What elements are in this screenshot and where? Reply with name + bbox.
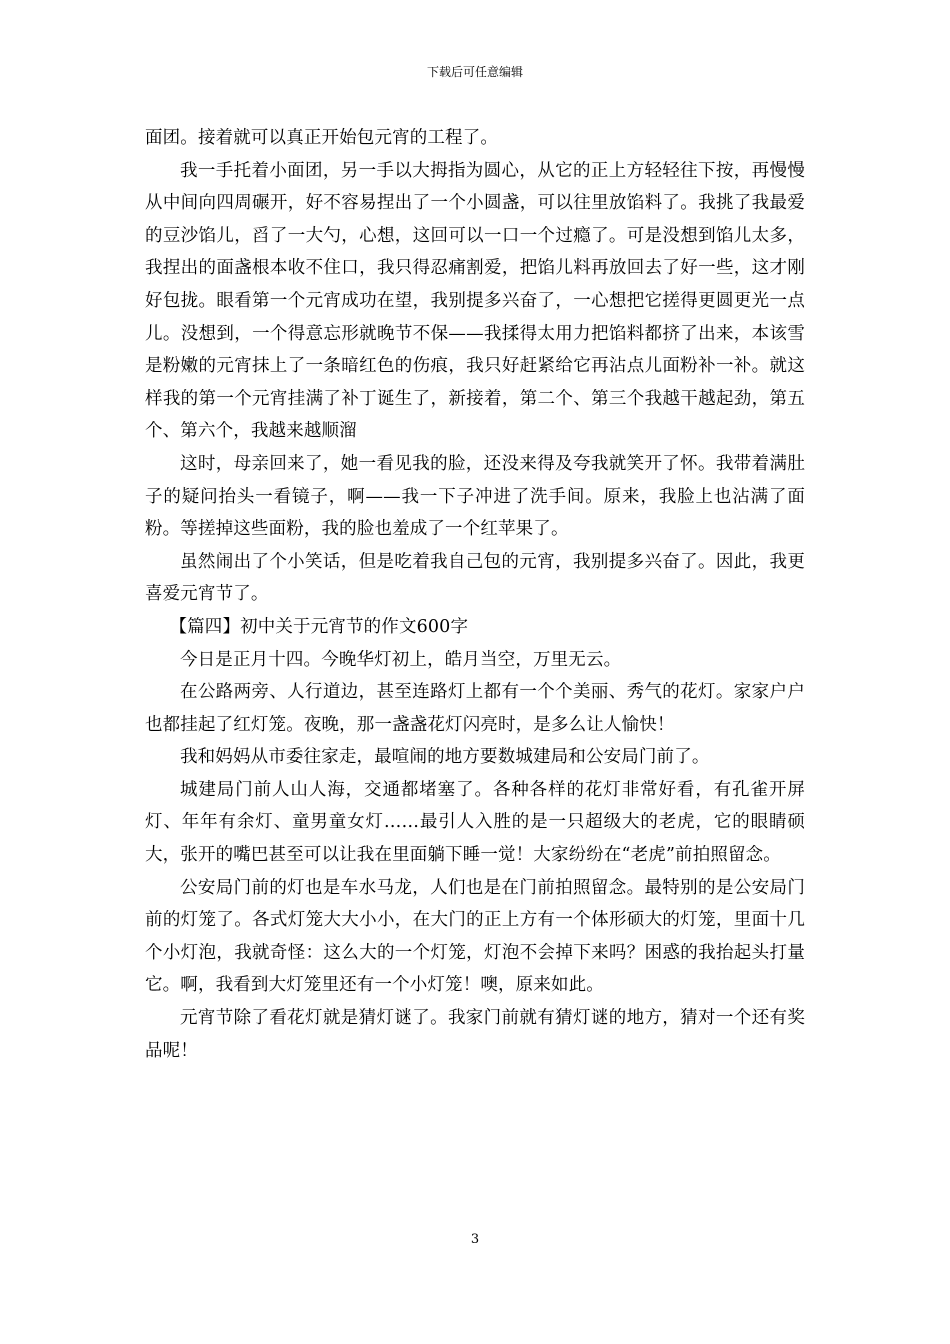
paragraph-7: 我和妈妈从市委往家走，最喧闹的地方要数城建局和公安局门前了。: [180, 747, 710, 768]
paragraph-2: 我一手托着小面团，另一手以大拇指为圆心，从它的正上方轻轻往下按，再慢慢从中间向四周碾开，好不容易捏出了一个小圆盏，可以往里放馅料了。我挑了我最爱的豆沙馅儿，舀了一大勺，心想，这回可以一口一个过瘾了。可是没想到馅儿太多，我捏出的面盏根本收不住口，我只得忍痛割爱，把馅儿料再放回去了好一些，这才刚好包拢。眼看第一个元宵成功在望，我别提多兴奋了，一心想把它搓得更圆更光一点儿。没想到，一个得意忘形就晚节不保——我揉得太用力把馅料都挤了出来，本该雪是粉嫩的元宵抹上了一条暗红色的伤痕，我只好赶紧给它再沾点儿面粉补一补。就这样我的第一个元宵挂满了补丁诞生了，新接着，第二个、第三个我越干越起劲，第五个、第六个，我越来越顺溜: [145, 160, 805, 442]
paragraph-8: 城建局门前人山人海，交通都堵塞了。各种各样的花灯非常好看，有孔雀开屏灯、年年有余灯、童男童女灯……最引人入胜的是一只超级大的老虎，它的眼睛硕大，张开的嘴巴甚至可以让我在里面躺下睡一觉！大家纷纷在“老虎”前拍照留念。: [145, 779, 805, 866]
page-number: 3: [470, 1232, 480, 1247]
paragraph-6: 在公路两旁、人行道边，甚至连路灯上都有一个个美丽、秀气的花灯。家家户户也都挂起了红灯笼。夜晚，那一盏盏花灯闪亮时，是多么让人愉快！: [145, 682, 805, 735]
section-heading: 【篇四】初中关于元宵节的作文600字: [169, 616, 469, 637]
page-header: 下载后可任意编辑: [426, 65, 523, 79]
paragraph-10: 元宵节除了看花灯就是猜灯谜了。我家门前就有猜灯谜的地方，猜对一个还有奖品呢！: [145, 1008, 805, 1061]
document-body: [145, 122, 805, 1067]
paragraph-3: 这时，母亲回来了，她一看见我的脸，还没来得及夸我就笑开了怀。我带着满肚子的疑问抬头一看镜子，啊——我一下子冲进了洗手间。原来，我脸上也沾满了面粉。等搓掉这些面粉，我的脸也羞成了一个红苹果了。: [145, 453, 805, 540]
paragraph-5: 今日是正月十四。今晚华灯初上，皓月当空，万里无云。: [180, 649, 622, 670]
paragraph-9: 公安局门前的灯也是车水马龙，人们也是在门前拍照留念。最特别的是公安局门前的灯笼了。各式灯笼大大小小，在大门的正上方有一个体形硕大的灯笼，里面十几个小灯泡，我就奇怪：这么大的一个灯笼，灯泡不会掉下来吗？困惑的我抬起头打量它。啊，我看到大灯笼里还有一个小灯笼！噢，原来如此。: [145, 877, 805, 996]
paragraph-4: 虽然闹出了个小笑话，但是吃着我自己包的元宵，我别提多兴奋了。因此，我更喜爱元宵节了。: [145, 551, 805, 605]
paragraph-1: 面团。接着就可以真正开始包元宵的工程了。: [145, 128, 498, 148]
